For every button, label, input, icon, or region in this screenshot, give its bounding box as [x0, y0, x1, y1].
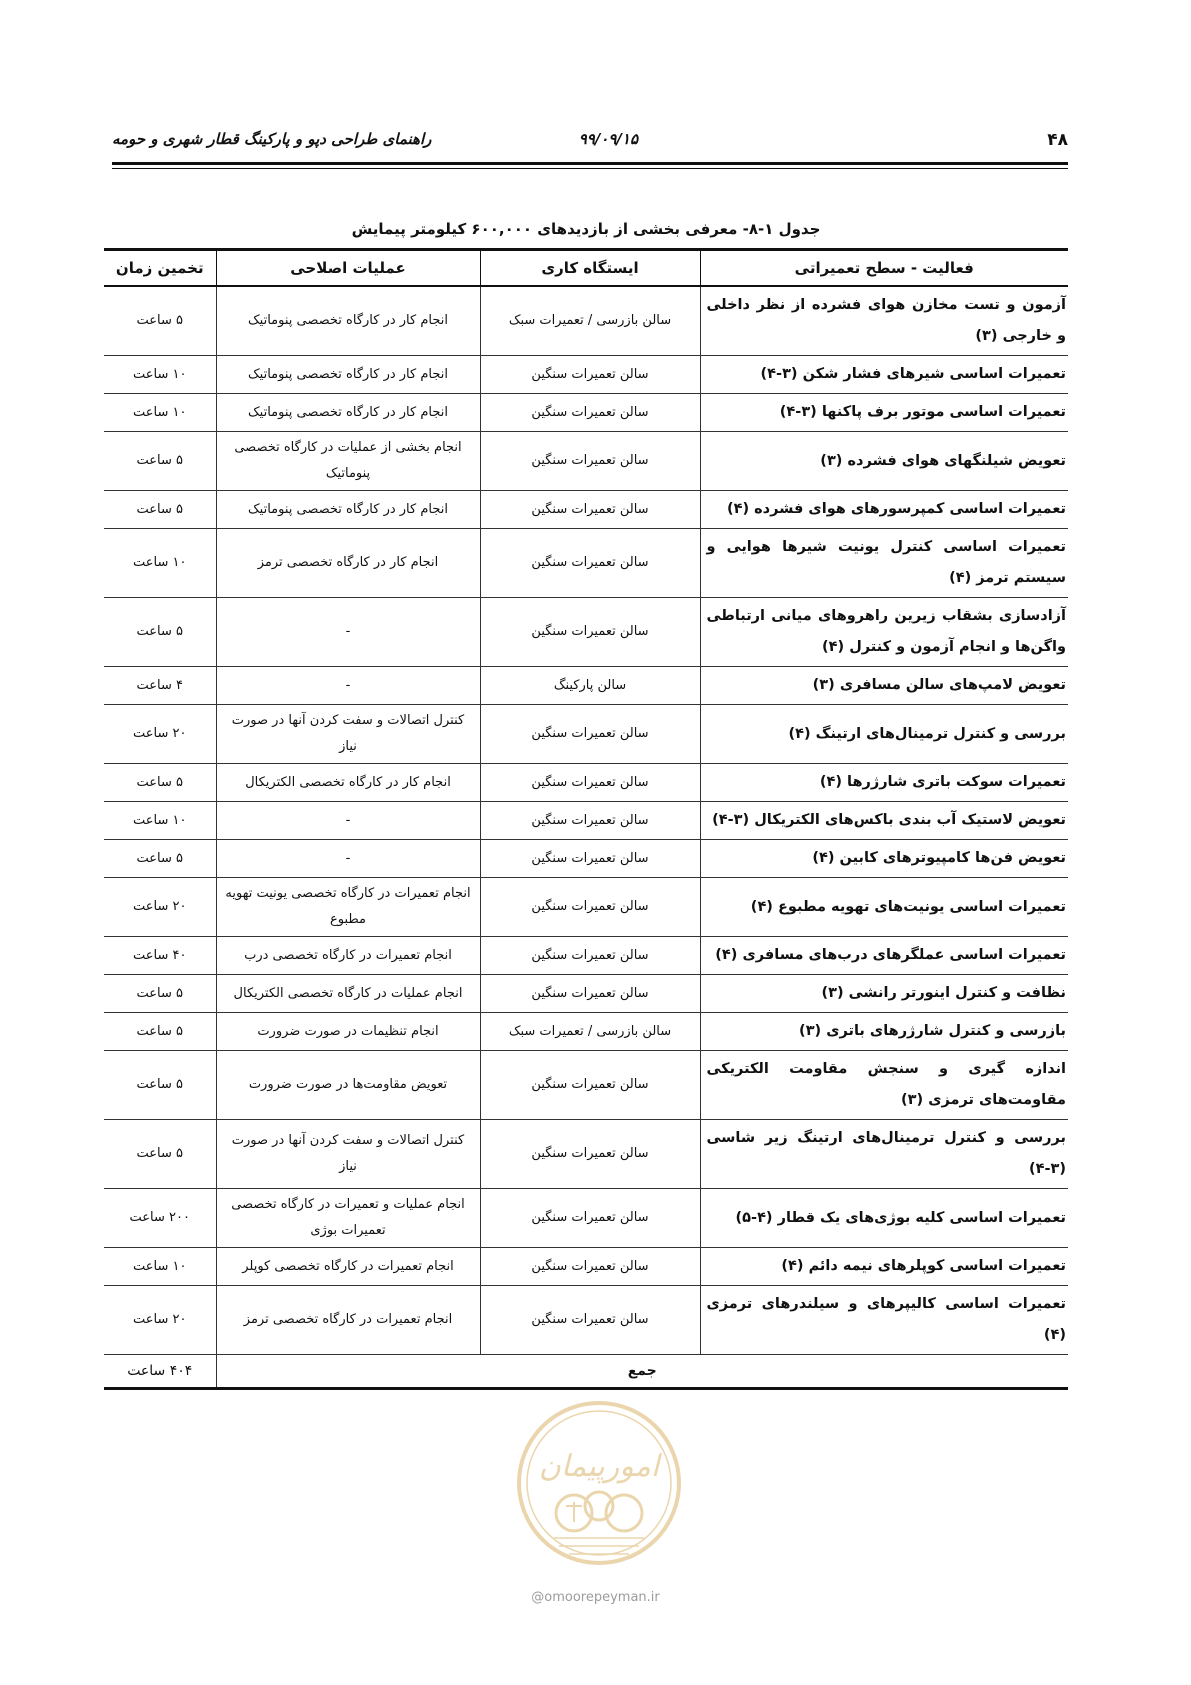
cell-station: سالن تعمیرات سنگین	[480, 1120, 700, 1189]
table-row	[104, 1248, 1068, 1286]
cell-activity: آزمون و تست مخازن هوای فشرده از نظر داخلی و خارجی (۳)	[700, 286, 1068, 356]
cell-station: سالن تعمیرات سنگین	[480, 356, 700, 394]
watermark-logo-text: امورپیمان	[538, 1449, 660, 1484]
table-body	[104, 286, 1068, 1389]
cell-station: سالن تعمیرات سنگین	[480, 764, 700, 802]
cell-time: ۱۰ ساعت	[104, 529, 216, 598]
cell-action: انجام کار در کارگاه تخصصی پنوماتیک	[216, 394, 480, 432]
cell-action: انجام تعمیرات در کارگاه تخصصی کوپلر	[216, 1248, 480, 1286]
page-number: ۴۸	[1047, 130, 1068, 150]
document-date: ۹۹/۰۹/۱۵	[578, 130, 638, 148]
cell-activity: تعمیرات اساسی شیرهای فشار شکن (۳-۴)	[700, 356, 1068, 394]
table-row	[104, 491, 1068, 529]
total-time: ۴۰۴ ساعت	[127, 1363, 193, 1379]
cell-action: -	[216, 840, 480, 878]
cell-action: کنترل اتصالات و سفت کردن آنها در صورت نیاز	[216, 705, 480, 764]
cell-activity: تعمیرات اساسی یونیت‌های تهویه مطبوع (۴)	[700, 878, 1068, 937]
cell-action: انجام کار در کارگاه تخصصی ترمز	[216, 529, 480, 598]
cell-time: ۲۰ ساعت	[104, 705, 216, 764]
table-row	[104, 878, 1068, 937]
maintenance-table	[104, 248, 1068, 1390]
table-row	[104, 394, 1068, 432]
column-header-activity: فعالیت - سطح تعمیراتی	[700, 250, 1068, 287]
cell-activity: بازرسی و کنترل شارژرهای باتری (۳)	[700, 1013, 1068, 1051]
cell-station: سالن تعمیرات سنگین	[480, 598, 700, 667]
cell-time: ۱۰ ساعت	[104, 802, 216, 840]
cell-activity: تعویض شیلنگهای هوای فشرده (۳)	[700, 432, 1068, 491]
brick-grid-icon	[554, 1538, 644, 1554]
table-row	[104, 1286, 1068, 1355]
cell-action: انجام تعمیرات در کارگاه تخصصی ترمز	[216, 1286, 480, 1355]
document-title: راهنمای طراحی دپو و پارکینگ قطار شهری و حومه	[112, 130, 432, 148]
cell-station: سالن تعمیرات سنگین	[480, 802, 700, 840]
watermark-caption: @omoorepeyman.ir	[531, 1590, 660, 1605]
watermark-logo	[514, 1398, 684, 1568]
column-header-action: عملیات اصلاحی	[216, 250, 480, 287]
cell-action: -	[216, 802, 480, 840]
cell-action: انجام بخشی از عملیات در کارگاه تخصصی پنوماتیک	[216, 432, 480, 491]
table-row	[104, 667, 1068, 705]
cell-activity: آزادسازی بشقاب زیرین راهروهای میانی ارتباطی واگن‌ها و انجام آزمون و کنترل (۴)	[700, 598, 1068, 667]
cell-time: ۲۰۰ ساعت	[104, 1189, 216, 1248]
table-row	[104, 286, 1068, 356]
cell-action: انجام تعمیرات در کارگاه تخصصی یونیت تهویه مطبوع	[216, 878, 480, 937]
cell-time: ۵ ساعت	[104, 1013, 216, 1051]
cell-action: -	[216, 667, 480, 705]
column-header-time: تخمین زمان	[104, 250, 216, 287]
cell-activity: اندازه گیری و سنجش مقاومت الکتریکی مقاومت‌های ترمزی (۳)	[700, 1051, 1068, 1120]
cell-station: سالن تعمیرات سنگین	[480, 840, 700, 878]
table-row	[104, 598, 1068, 667]
table-row	[104, 764, 1068, 802]
cell-time: ۵ ساعت	[104, 975, 216, 1013]
cell-time: ۵ ساعت	[104, 286, 216, 356]
table-caption: جدول ۱-۸- معرفی بخشی از بازدیدهای ۶۰۰,۰۰۰ کیلومتر پیمایش	[351, 220, 821, 238]
cell-time: ۴ ساعت	[104, 667, 216, 705]
total-label: جمع	[216, 1355, 1068, 1389]
cell-activity: نظافت و کنترل اینورتر رانشی (۳)	[700, 975, 1068, 1013]
cell-action: -	[216, 598, 480, 667]
cell-station: سالن تعمیرات سنگین	[480, 1248, 700, 1286]
cell-station: سالن بازرسی / تعمیرات سبک	[480, 1013, 700, 1051]
scales-icon	[566, 1502, 582, 1522]
cell-time: ۵ ساعت	[104, 432, 216, 491]
cell-activity: تعویض لامپ‌های سالن مسافری (۳)	[700, 667, 1068, 705]
cell-time: ۱۰ ساعت	[104, 394, 216, 432]
table-row	[104, 975, 1068, 1013]
cell-time: ۲۰ ساعت	[104, 1286, 216, 1355]
table-row	[104, 432, 1068, 491]
table-row	[104, 1013, 1068, 1051]
cell-activity: تعمیرات اساسی موتور برف پاکنها (۳-۴)	[700, 394, 1068, 432]
cell-station: سالن تعمیرات سنگین	[480, 975, 700, 1013]
table-header-row	[104, 250, 1068, 287]
cell-time: ۵ ساعت	[104, 1051, 216, 1120]
page-header	[112, 130, 1068, 166]
cell-action: انجام کار در کارگاه تخصصی پنوماتیک	[216, 491, 480, 529]
cell-station: سالن بازرسی / تعمیرات سبک	[480, 286, 700, 356]
table-row	[104, 529, 1068, 598]
cell-activity: بررسی و کنترل ترمینال‌های ارتینگ (۴)	[700, 705, 1068, 764]
cell-station: سالن تعمیرات سنگین	[480, 432, 700, 491]
table-wrapper	[104, 248, 1068, 1390]
cell-activity: تعمیرات سوکت باتری شارژرها (۴)	[700, 764, 1068, 802]
cell-time: ۵ ساعت	[104, 840, 216, 878]
cell-activity: تعویض فن‌ها کامپیوترهای کابین (۴)	[700, 840, 1068, 878]
cell-activity: تعمیرات اساسی کمپرسورهای هوای فشرده (۴)	[700, 491, 1068, 529]
cell-station: سالن تعمیرات سنگین	[480, 529, 700, 598]
table-row	[104, 802, 1068, 840]
cell-station: سالن تعمیرات سنگین	[480, 491, 700, 529]
table-row	[104, 705, 1068, 764]
cell-station: سالن تعمیرات سنگین	[480, 937, 700, 975]
cell-station: سالن تعمیرات سنگین	[480, 1051, 700, 1120]
table-row	[104, 356, 1068, 394]
cell-time: ۴۰ ساعت	[104, 937, 216, 975]
cell-time: ۵ ساعت	[104, 598, 216, 667]
header-rule-thin	[112, 168, 1068, 169]
table-row	[104, 937, 1068, 975]
cell-action: انجام تعمیرات در کارگاه تخصصی درب	[216, 937, 480, 975]
cell-station: سالن تعمیرات سنگین	[480, 1286, 700, 1355]
cell-action: کنترل اتصالات و سفت کردن آنها در صورت نیاز	[216, 1120, 480, 1189]
cell-activity: تعویض لاستیک آب بندی باکس‌های الکتریکال (۳-۴)	[700, 802, 1068, 840]
cell-time: ۵ ساعت	[104, 764, 216, 802]
cell-action: انجام عملیات در کارگاه تخصصی الکتریکال	[216, 975, 480, 1013]
cell-station: سالن پارکینگ	[480, 667, 700, 705]
cell-activity: تعمیرات اساسی کلیه بوژی‌های یک قطار (۴-۵)	[700, 1189, 1068, 1248]
column-header-station: ایستگاه کاری	[480, 250, 700, 287]
cell-time: ۱۰ ساعت	[104, 356, 216, 394]
header-rule-thick	[112, 162, 1068, 165]
cell-action: انجام عملیات و تعمیرات در کارگاه تخصصی تعمیرات بوژی	[216, 1189, 480, 1248]
cell-action: انجام کار در کارگاه تخصصی پنوماتیک	[216, 286, 480, 356]
cell-station: سالن تعمیرات سنگین	[480, 878, 700, 937]
cell-activity: تعمیرات اساسی کوپلرهای نیمه دائم (۴)	[700, 1248, 1068, 1286]
table-row	[104, 840, 1068, 878]
cell-time: ۵ ساعت	[104, 491, 216, 529]
cell-activity: تعمیرات اساسی کالیپرهای و سیلندرهای ترمزی (۴)	[700, 1286, 1068, 1355]
cell-station: سالن تعمیرات سنگین	[480, 394, 700, 432]
cell-time: ۱۰ ساعت	[104, 1248, 216, 1286]
gear-icon	[556, 1492, 642, 1531]
cell-time: ۵ ساعت	[104, 1120, 216, 1189]
cell-station: سالن تعمیرات سنگین	[480, 705, 700, 764]
table-row	[104, 1120, 1068, 1189]
table-row	[104, 1051, 1068, 1120]
cell-action: انجام تنظیمات در صورت ضرورت	[216, 1013, 480, 1051]
cell-action: انجام کار در کارگاه تخصصی الکتریکال	[216, 764, 480, 802]
cell-activity: تعمیرات اساسی عملگرهای درب‌های مسافری (۴)	[700, 937, 1068, 975]
cell-activity: بررسی و کنترل ترمینال‌های ارتینگ زیر شاسی (۳-۴)	[700, 1120, 1068, 1189]
cell-station: سالن تعمیرات سنگین	[480, 1189, 700, 1248]
cell-action: تعویض مقاومت‌ها در صورت ضرورت	[216, 1051, 480, 1120]
cell-activity: تعمیرات اساسی کنترل یونیت شیرها هوایی و سیستم ترمز (۴)	[700, 529, 1068, 598]
table-total-row	[104, 1355, 1068, 1389]
table-row	[104, 1189, 1068, 1248]
cell-time: ۲۰ ساعت	[104, 878, 216, 937]
cell-action: انجام کار در کارگاه تخصصی پنوماتیک	[216, 356, 480, 394]
